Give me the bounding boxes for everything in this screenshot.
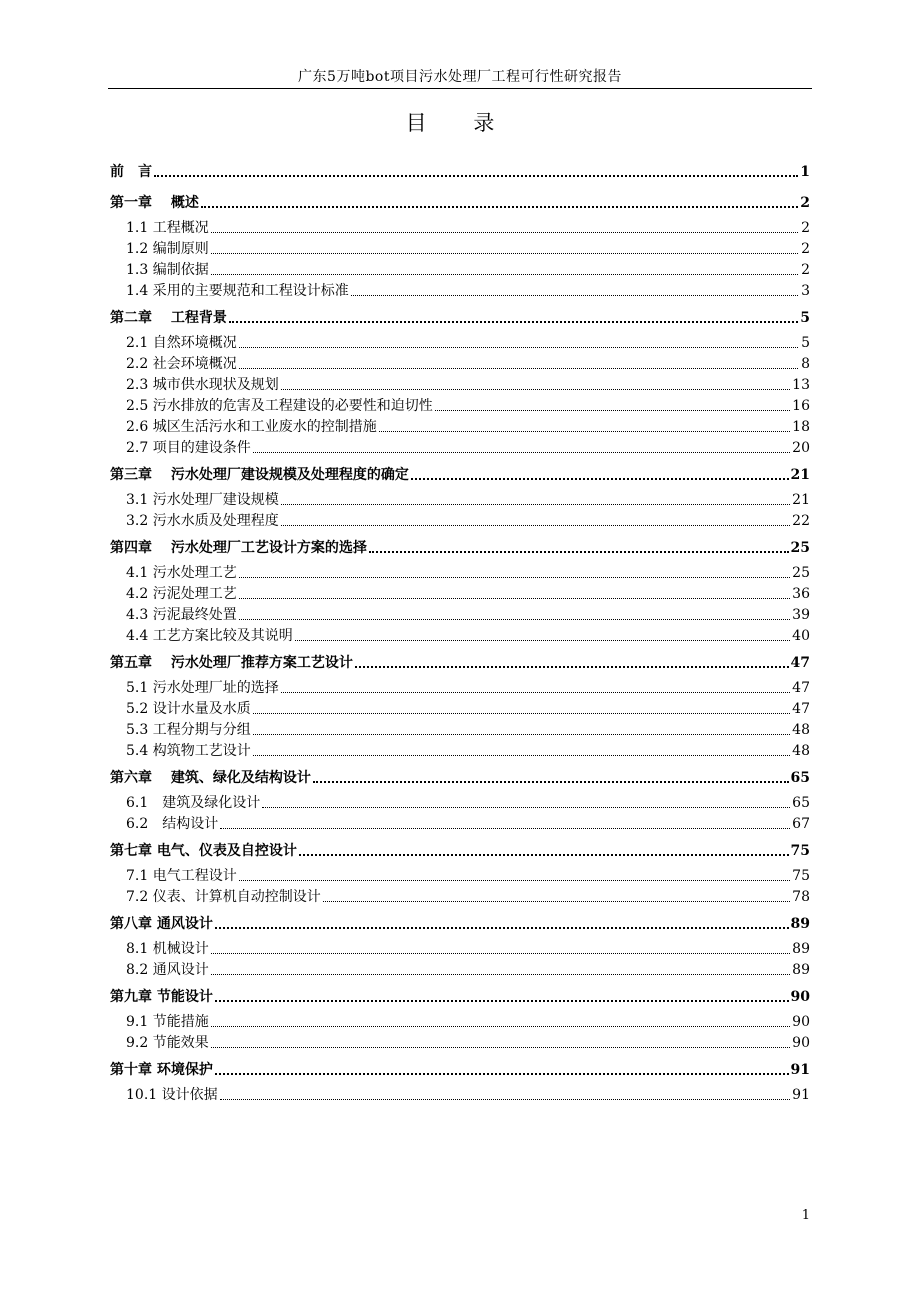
toc-entry-label: 2.6 城区生活污水和工业废水的控制措施 [126,419,377,435]
toc-entry-page: 2 [801,241,810,257]
toc-entry-label: 6.1 建筑及绿化设计 [126,795,261,811]
toc-entry-label: 第七章 电气、仪表及自控设计 [110,843,297,859]
toc-entry-label: 1.3 编制依据 [126,262,209,278]
dot-leader [281,692,790,693]
toc-entry-label: 2.3 城市供水现状及规划 [126,377,279,393]
dot-leader [239,577,790,578]
toc-entry-label: 1.2 编制原则 [126,241,209,257]
toc-entry-page: 78 [792,889,810,905]
toc-entry-page: 48 [792,722,810,738]
dot-leader [211,974,790,975]
toc-entry-page: 18 [792,419,810,435]
dot-leader [229,321,798,323]
toc-entry-page: 65 [792,795,810,811]
toc-section-entry[interactable] [110,626,810,647]
toc-entry-page: 21 [790,467,810,483]
toc-entry-label: 7.2 仪表、计算机自动控制设计 [126,889,321,905]
toc-entry-page: 21 [792,492,810,508]
toc-entry-page: 91 [790,1062,810,1078]
toc-entry-page: 65 [790,770,810,786]
toc-section-entry[interactable] [110,814,810,835]
toc-entry-page: 5 [800,310,810,326]
dot-leader [201,206,798,208]
toc-entry-page: 47 [792,680,810,696]
toc-entry-label: 8.1 机械设计 [126,941,209,957]
toc-entry-page: 8 [801,356,810,372]
toc-section-entry[interactable] [110,563,810,584]
dot-leader [215,1073,789,1075]
toc-entry-page: 90 [792,1014,810,1030]
toc-entry-label: 9.2 节能效果 [126,1035,209,1051]
toc-entry-page: 25 [790,540,810,556]
toc-chapter-entry[interactable] [110,982,810,1012]
dot-leader [211,1026,790,1027]
toc-chapter-entry[interactable] [110,157,810,187]
dot-leader [323,901,790,902]
toc-entry-label: 10.1 设计依据 [126,1087,218,1103]
dot-leader [295,640,790,641]
dot-leader [211,232,798,233]
dot-leader [239,598,790,599]
toc-section-entry[interactable] [110,699,810,720]
toc-chapter-entry[interactable] [110,1055,810,1085]
toc-section-entry[interactable] [110,605,810,626]
dot-leader [411,478,789,480]
toc-entry-label: 第一章 概述 [110,195,199,211]
toc-entry-page: 89 [790,916,810,932]
toc-entry-label: 2.5 污水排放的危害及工程建设的必要性和迫切性 [126,398,433,414]
toc-entry-label: 6.2 结构设计 [126,816,219,832]
toc-entry-label: 5.2 设计水量及水质 [126,701,251,717]
dot-leader [211,1047,790,1048]
toc-section-entry[interactable] [110,887,810,908]
toc-entry-label: 第三章 污水处理厂建设规模及处理程度的确定 [110,467,409,483]
dot-leader [220,828,790,829]
toc-chapter-entry[interactable] [110,533,810,563]
toc-entry-page: 90 [790,989,810,1005]
toc-entry-page: 25 [792,565,810,581]
toc-entry-label: 2.2 社会环境概况 [126,356,237,372]
toc-entry-page: 36 [792,586,810,602]
toc-entry-page: 39 [792,607,810,623]
toc-entry-page: 22 [792,513,810,529]
toc-entry-label: 第八章 通风设计 [110,916,213,932]
toc-section-entry[interactable] [110,218,810,239]
toc-chapter-entry[interactable] [110,836,810,866]
dot-leader [239,347,798,348]
toc-section-entry[interactable] [110,333,810,354]
dot-leader [281,389,790,390]
toc-entry-page: 48 [792,743,810,759]
dot-leader [262,807,790,808]
dot-leader [313,781,789,783]
toc-entry-page: 2 [801,262,810,278]
toc-entry-label: 第十章 环境保护 [110,1062,213,1078]
table-of-contents [110,157,810,1106]
toc-chapter-entry[interactable] [110,188,810,218]
dot-leader [369,551,789,553]
dot-leader [351,295,798,296]
toc-entry-label: 4.1 污水处理工艺 [126,565,237,581]
toc-chapter-entry[interactable] [110,909,810,939]
header-rule [108,88,812,89]
toc-section-entry[interactable] [110,1085,810,1106]
toc-entry-page: 91 [792,1087,810,1103]
toc-entry-label: 第五章 污水处理厂推荐方案工艺设计 [110,655,353,671]
toc-entry-label: 5.1 污水处理厂址的选择 [126,680,279,696]
dot-leader [154,175,798,177]
toc-section-entry[interactable] [110,239,810,260]
dot-leader [355,666,789,668]
toc-section-entry[interactable] [110,511,810,532]
dot-leader [253,734,790,735]
toc-section-entry[interactable] [110,490,810,511]
toc-chapter-entry[interactable] [110,648,810,678]
toc-section-entry[interactable] [110,741,810,762]
dot-leader [253,452,790,453]
toc-entry-label: 第六章 建筑、绿化及结构设计 [110,770,311,786]
toc-entry-page: 40 [792,628,810,644]
toc-entry-label: 第二章 工程背景 [110,310,227,326]
toc-section-entry[interactable] [110,960,810,981]
toc-entry-label: 1.4 采用的主要规范和工程设计标准 [126,283,349,299]
dot-leader [253,755,790,756]
toc-entry-label: 3.1 污水处理厂建设规模 [126,492,279,508]
dot-leader [239,880,790,881]
toc-section-entry[interactable] [110,866,810,887]
toc-entry-label: 2.7 项目的建设条件 [126,440,251,456]
toc-entry-page: 13 [792,377,810,393]
toc-entry-label: 4.2 污泥处理工艺 [126,586,237,602]
toc-entry-page: 2 [800,195,810,211]
toc-entry-label: 5.3 工程分期与分组 [126,722,251,738]
dot-leader [215,1000,789,1002]
toc-section-entry[interactable] [110,375,810,396]
toc-entry-page: 67 [792,816,810,832]
dot-leader [215,927,789,929]
dot-leader [220,1099,791,1100]
dot-leader [435,410,790,411]
toc-entry-page: 2 [801,220,810,236]
running-header: 广东5万吨bot项目污水处理厂工程可行性研究报告 [298,69,622,85]
page-number: 1 [801,1208,810,1223]
toc-entry-page: 75 [790,843,810,859]
toc-chapter-entry[interactable] [110,763,810,793]
toc-entry-label: 3.2 污水水质及处理程度 [126,513,279,529]
toc-section-entry[interactable] [110,396,810,417]
dot-leader [211,253,798,254]
toc-entry-page: 89 [792,941,810,957]
toc-entry-label: 5.4 构筑物工艺设计 [126,743,251,759]
toc-entry-page: 90 [792,1035,810,1051]
dot-leader [299,854,789,856]
toc-entry-label: 2.1 自然环境概况 [126,335,237,351]
toc-entry-label: 1.1 工程概况 [126,220,209,236]
toc-section-entry[interactable] [110,1033,810,1054]
dot-leader [211,274,798,275]
toc-entry-label: 7.1 电气工程设计 [126,868,237,884]
toc-section-entry[interactable] [110,281,810,302]
toc-section-entry[interactable] [110,417,810,438]
dot-leader [239,619,790,620]
dot-leader [379,431,790,432]
toc-section-entry[interactable] [110,793,810,814]
toc-entry-label: 9.1 节能措施 [126,1014,209,1030]
toc-entry-label: 4.3 污泥最终处置 [126,607,237,623]
toc-section-entry[interactable] [110,438,810,459]
toc-entry-label: 第四章 污水处理厂工艺设计方案的选择 [110,540,367,556]
toc-section-entry[interactable] [110,260,810,281]
toc-title: 目 录 [405,111,515,135]
toc-entry-page: 75 [792,868,810,884]
toc-section-entry[interactable] [110,584,810,605]
toc-entry-label: 前 言 [110,164,152,180]
toc-entry-label: 4.4 工艺方案比较及其说明 [126,628,293,644]
toc-section-entry[interactable] [110,720,810,741]
toc-section-entry[interactable] [110,1012,810,1033]
toc-entry-page: 5 [801,335,810,351]
toc-section-entry[interactable] [110,354,810,375]
toc-entry-label: 8.2 通风设计 [126,962,209,978]
toc-section-entry[interactable] [110,939,810,960]
toc-entry-page: 1 [800,164,810,180]
dot-leader [281,504,790,505]
toc-entry-label: 第九章 节能设计 [110,989,213,1005]
toc-entry-page: 47 [790,655,810,671]
dot-leader [239,368,798,369]
toc-entry-page: 47 [792,701,810,717]
toc-entry-page: 3 [801,283,810,299]
toc-entry-page: 89 [792,962,810,978]
toc-section-entry[interactable] [110,678,810,699]
toc-entry-page: 20 [792,440,810,456]
dot-leader [211,953,790,954]
dot-leader [253,713,790,714]
dot-leader [281,525,790,526]
toc-chapter-entry[interactable] [110,303,810,333]
toc-chapter-entry[interactable] [110,460,810,490]
toc-entry-page: 16 [792,398,810,414]
